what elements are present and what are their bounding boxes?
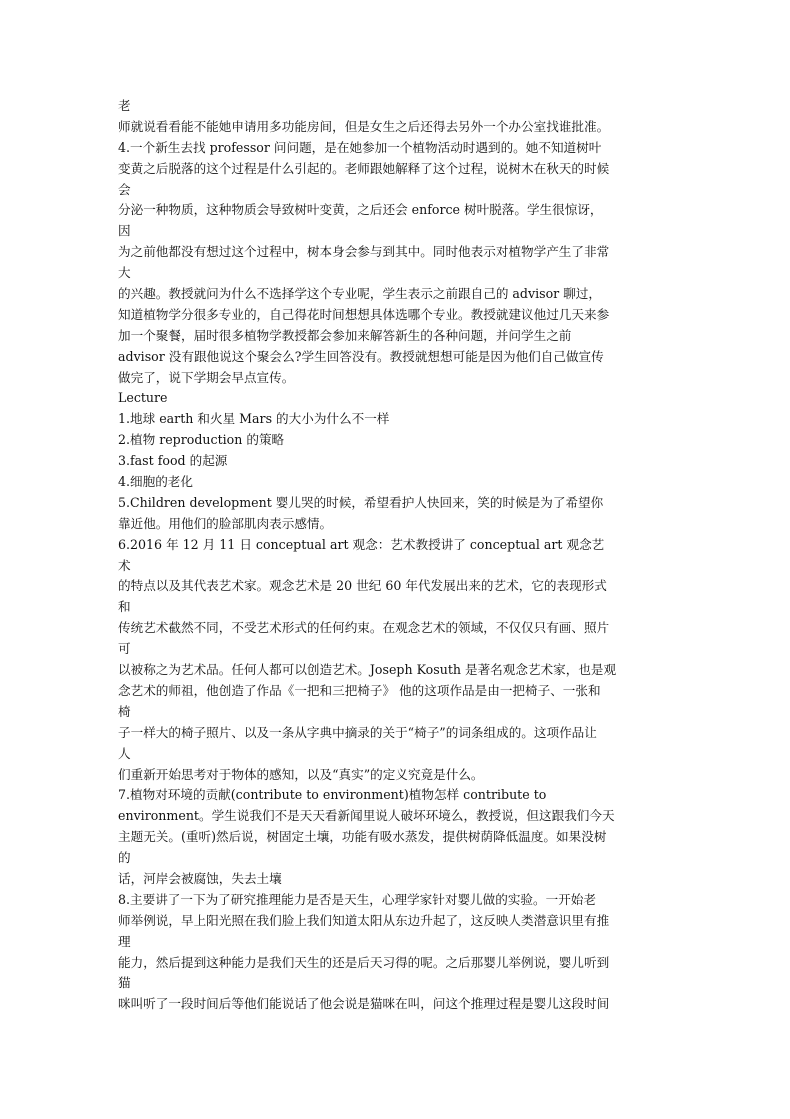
text-line: 的 <box>118 850 131 866</box>
text-line: 加一个聚餐，届时很多植物学教授都会参加来解答新生的各种问题，并问学生之前 <box>118 327 572 343</box>
text-line: 子一样大的椅子照片、以及一条从字典中摘录的关于“椅子”的词条组成的。这项作品让 <box>118 724 597 740</box>
text-line: 做完了，说下学期会早点宣传。 <box>118 369 295 385</box>
text-line: 咪叫听了一段时间后等他们能说话了他会说是猫咪在叫，问这个推理过程是婴儿这段时间 <box>118 996 610 1012</box>
section-heading-lecture: Lecture <box>118 390 168 406</box>
text-line: 念艺术的师祖，他创造了作品《一把和三把椅子》 他的这项作品是由一把椅子、一张和 <box>118 682 601 698</box>
text-line: 椅 <box>118 703 131 719</box>
document-page <box>118 96 678 1015</box>
text-line: 大 <box>118 265 131 281</box>
text-line: 可 <box>118 641 131 657</box>
lecture-item-2: 2.植物 reproduction 的策略 <box>118 432 285 448</box>
text-line: 术 <box>118 557 131 573</box>
text-line: 师就说看看能不能她申请用多功能房间，但是女生之后还得去另外一个办公室找谁批准。 <box>118 118 610 134</box>
lecture-item-7: 7.植物对环境的贡献(contribute to environment)植物怎样 contribute to <box>118 787 547 803</box>
lecture-item-3: 3.fast food 的起源 <box>118 453 228 469</box>
lecture-item-1: 1.地球 earth 和火星 Mars 的大小为什么不一样 <box>118 411 390 427</box>
text-line: 变黄之后脱落的这个过程是什么引起的。老师跟她解释了这个过程，说树木在秋天的时候 <box>118 160 610 176</box>
text-line: 人 <box>118 745 131 761</box>
text-line: 4.一个新生去找 professor 问问题，是在她参加一个植物活动时遇到的。她不知道树叶 <box>118 139 602 155</box>
lecture-item-4: 4.细胞的老化 <box>118 474 193 490</box>
text-line: environment。学生说我们不是天天看新闻里说人破坏环境么，教授说，但这跟我们今天 <box>118 808 615 824</box>
text-line: advisor 没有跟他说这个聚会么?学生回答没有。教授就想想可能是因为他们自己做宣传 <box>118 348 604 364</box>
lecture-item-5: 5.Children development 婴儿哭的时候，希望看护人快回来，笑的时候是为了希望你 <box>118 494 604 510</box>
text-line: 因 <box>118 223 131 239</box>
text-line: 老 <box>118 98 131 113</box>
text-line: 知道植物学分很多专业的，自己得花时间想想具体选哪个专业。教授就建议他过几天来参 <box>118 306 610 322</box>
text-line: 的特点以及其代表艺术家。观念艺术是 20 世纪 60 年代发展出来的艺术，它的表现形式 <box>118 578 607 594</box>
text-line: 会 <box>118 181 131 197</box>
text-line: 的兴趣。教授就问为什么不选择学这个专业呢，学生表示之前跟自己的 advisor 聊过， <box>118 286 601 302</box>
text-line: 分泌一种物质，这种物质会导致树叶变黄，之后还会 enforce 树叶脱落。学生很惊讶， <box>118 202 603 218</box>
text-line: 为之前他都没有想过这个过程中，树本身会参与到其中。同时他表示对植物学产生了非常 <box>118 244 610 260</box>
text-line: 和 <box>118 599 131 615</box>
text-line: 师举例说，早上阳光照在我们脸上我们知道太阳从东边升起了，这反映人类潜意识里有推 <box>118 912 610 928</box>
text-line: 主题无关。(重听)然后说，树固定土壤，功能有吸水蒸发，提供树荫降低温度。如果没树 <box>118 829 607 845</box>
lecture-item-6: 6.2016 年 12 月 11 日 conceptual art 观念：艺术教授讲了 conceptual art 观念艺 <box>118 536 605 552</box>
lecture-item-8: 8.主要讲了一下为了研究推理能力是否是天生，心理学家针对婴儿做的实验。一开始老 <box>118 891 596 907</box>
text-line: 以被称之为艺术品。任何人都可以创造艺术。Joseph Kosuth 是著名观念艺术家，也是观 <box>118 662 617 678</box>
text-line: 靠近他。用他们的脸部肌肉表示感情。 <box>118 515 333 531</box>
text-line: 传统艺术截然不同，不受艺术形式的任何约束。在观念艺术的领域，不仅仅只有画、照片 <box>118 620 610 636</box>
text-line: 理 <box>118 933 131 949</box>
text-line: 猫 <box>118 975 131 991</box>
text-line: 们重新开始思考对于物体的感知，以及“真实”的定义究竟是什么。 <box>118 766 484 782</box>
text-line: 能力，然后提到这种能力是我们天生的还是后天习得的呢。之后那婴儿举例说，婴儿听到 <box>118 954 610 970</box>
text-line: 话，河岸会被腐蚀，失去土壤 <box>118 870 282 886</box>
